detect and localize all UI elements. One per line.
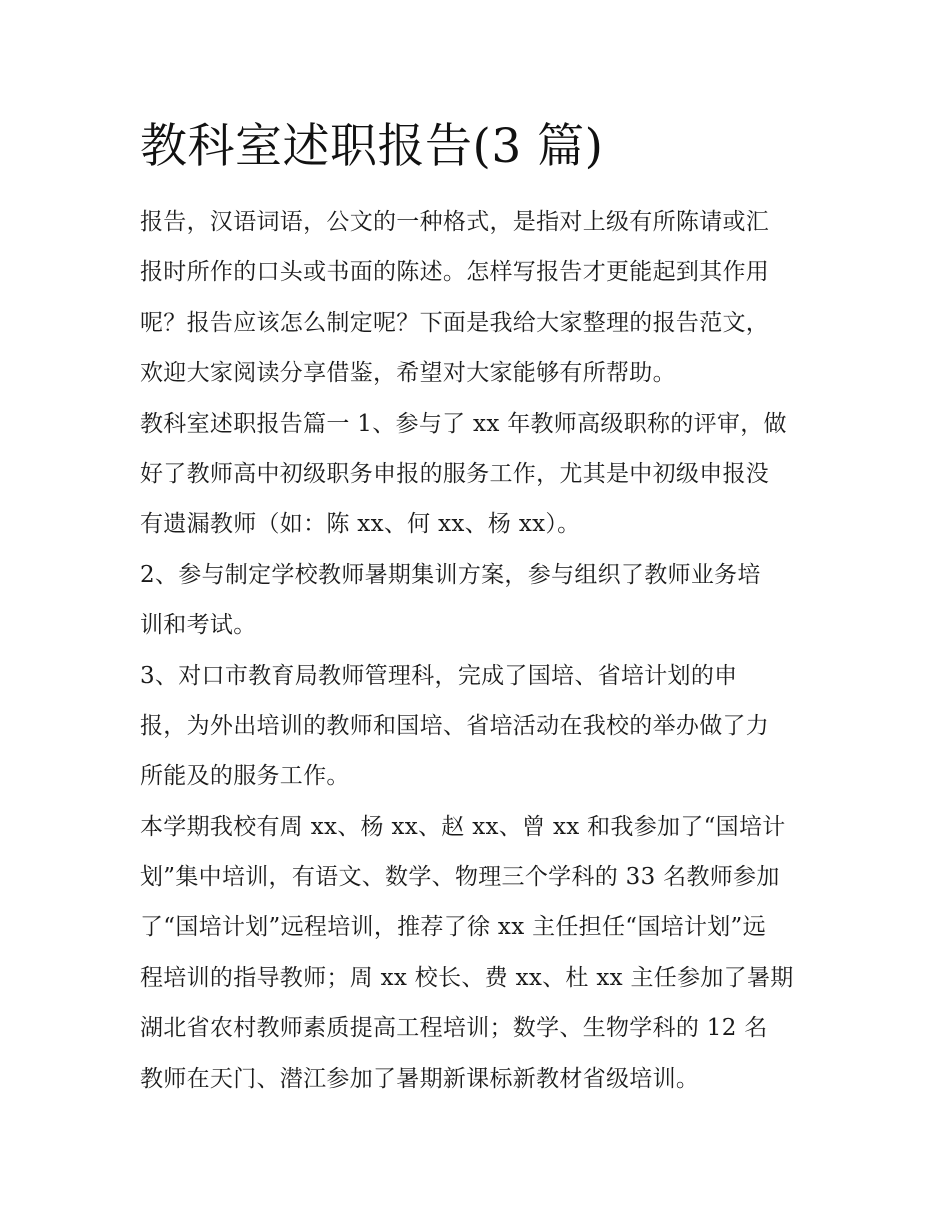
text-line: 好了教师高中初级职务申报的服务工作，尤其是中初级申报没 (140, 460, 770, 487)
text-line: 教师在天门、潜江参加了暑期新课标新教材省级培训。 (140, 1065, 700, 1092)
text-line: 呢？报告应该怎么制定呢？下面是我给大家整理的报告范文， (140, 309, 770, 336)
text-line: 报，为外出培训的教师和国培、省培活动在我校的举办做了力 (140, 712, 770, 739)
text-line: 划”集中培训，有语文、数学、物理三个学科的 33 名教师参加 (140, 864, 780, 891)
text-line: 有遗漏教师（如：陈 xx、何 xx、杨 xx）。 (140, 511, 581, 538)
text-line: 欢迎大家阅读分享借鉴，希望对大家能够有所帮助。 (140, 360, 676, 387)
document-title: 教科室述职报告(3 篇) (140, 119, 604, 174)
text-line: 3、对口市教育局教师管理科，完成了国培、省培计划的申 (140, 662, 738, 689)
text-line: 湖北省农村教师素质提高工程培训；数学、生物学科的 12 名 (140, 1015, 768, 1042)
text-line: 2、参与制定学校教师暑期集训方案，参与组织了教师业务培 (140, 561, 761, 588)
text-line: 报告，汉语词语，公文的一种格式，是指对上级有所陈请或汇 (140, 209, 770, 235)
text-line: 本学期我校有周 xx、杨 xx、赵 xx、曾 xx 和我参加了“国培计 (140, 813, 786, 840)
text-line: 所能及的服务工作。 (140, 763, 350, 790)
text-line: 了“国培计划”远程培训，推荐了徐 xx 主任担任“国培计划”远 (140, 914, 766, 941)
text-line: 教科室述职报告篇一 1、参与了 xx 年教师高级职称的评审，做 (140, 410, 787, 437)
document-body (140, 197, 820, 1104)
text-line: 程培训的指导教师；周 xx 校长、费 xx、杜 xx 主任参加了暑期 (140, 964, 794, 991)
text-line: 报时所作的口头或书面的陈述。怎样写报告才更能起到其作用 (140, 259, 770, 286)
text-line: 训和考试。 (140, 612, 257, 639)
